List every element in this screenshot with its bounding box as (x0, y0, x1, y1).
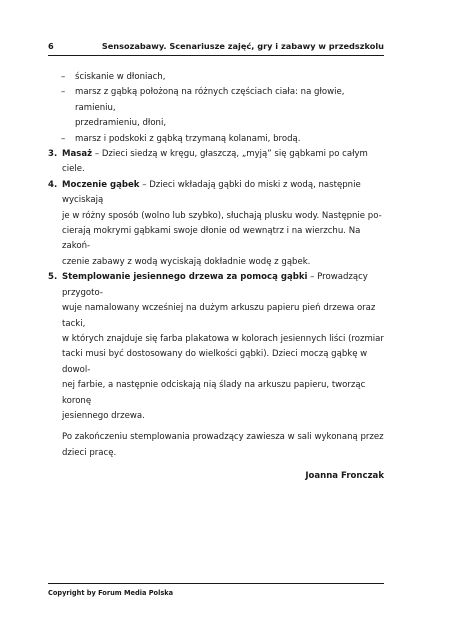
list-item (48, 70, 384, 85)
copyright-footer: Copyright by Forum Media Polska (48, 589, 174, 597)
running-header (48, 41, 384, 52)
closing-paragraph (48, 430, 384, 461)
dash-bullet: – (61, 87, 66, 98)
author-signature: Joanna Fronczak (305, 471, 384, 482)
item-line: – Prowadzący przygoto- (62, 272, 368, 298)
item-title: Moczenie gąbek (62, 179, 140, 190)
item-number: 3. (48, 149, 58, 160)
running-title: Sensozabawy. Scenariusze zajęć, gry i zabawy w przedszkolu (101, 41, 384, 51)
item-line: jesiennego drzewa. (62, 410, 145, 421)
item-line: tacki musi być dostosowany do wielkości gąbki). Dzieci moczą gąbkę w dowol- (62, 349, 368, 375)
item-line: je w różny sposób (wolno lub szybko), słuchają plusku wody. Następnie po- (62, 210, 382, 221)
item-line: w których znajduje się farba plakatowa w kolorach jesiennych liści (rozmiar (62, 333, 384, 344)
item-line: czenie zabawy z wodą wyciskają dokładnie wodę z gąbek. (62, 256, 311, 267)
page-number: 6 (48, 41, 54, 51)
item-line: – Dzieci wkładają gąbki do miski z wodą, następnie wyciskają (62, 179, 361, 206)
item-title: Masaż (62, 149, 93, 160)
list-item (48, 85, 384, 131)
list-item-line: marsz z gąbką położoną na różnych częściach ciała: na głowie, ramieniu, (75, 87, 345, 113)
item-line: – Dzieci siedzą w kręgu, głaszczą, „myją” się gąbkami po całym ciele. (62, 149, 368, 175)
list-item-line: marsz i podskoki z gąbką trzymaną kolanami, brodą. (75, 133, 301, 144)
numbered-item-soaking (48, 178, 384, 270)
list-item (48, 132, 384, 147)
item-line: nej farbie, a następnie odciskają nią ślady na arkuszu papieru, tworząc koronę (62, 380, 366, 406)
paragraph-line: Po zakończeniu stemplowania prowadzący zawiesza w sali wykonaną przez (62, 432, 384, 443)
list-item-line: przedramieniu, dłoni, (75, 118, 167, 129)
numbered-item-massage (48, 147, 384, 178)
item-line: wuje namalowany wcześniej na dużym arkuszu papieru pień drzewa oraz tacki, (62, 303, 376, 329)
dash-bullet: – (61, 72, 66, 82)
item-line: cierają mokrymi gąbkami swoje dłonie od wewnątrz i na wierzchu. Na zakoń- (62, 226, 361, 252)
footer-divider (48, 583, 384, 584)
item-number: 4. (48, 179, 58, 190)
paragraph-line: dzieci pracę. (62, 447, 117, 458)
header-divider (48, 55, 384, 56)
item-number: 5. (48, 272, 58, 283)
page-content (48, 70, 384, 485)
list-item-line: ściskanie w dłoniach, (75, 72, 166, 82)
item-title: Stemplowanie jesiennego drzewa za pomocą gąbki (62, 272, 308, 283)
numbered-item-stamping (48, 270, 384, 424)
dash-bullet: – (61, 133, 66, 144)
